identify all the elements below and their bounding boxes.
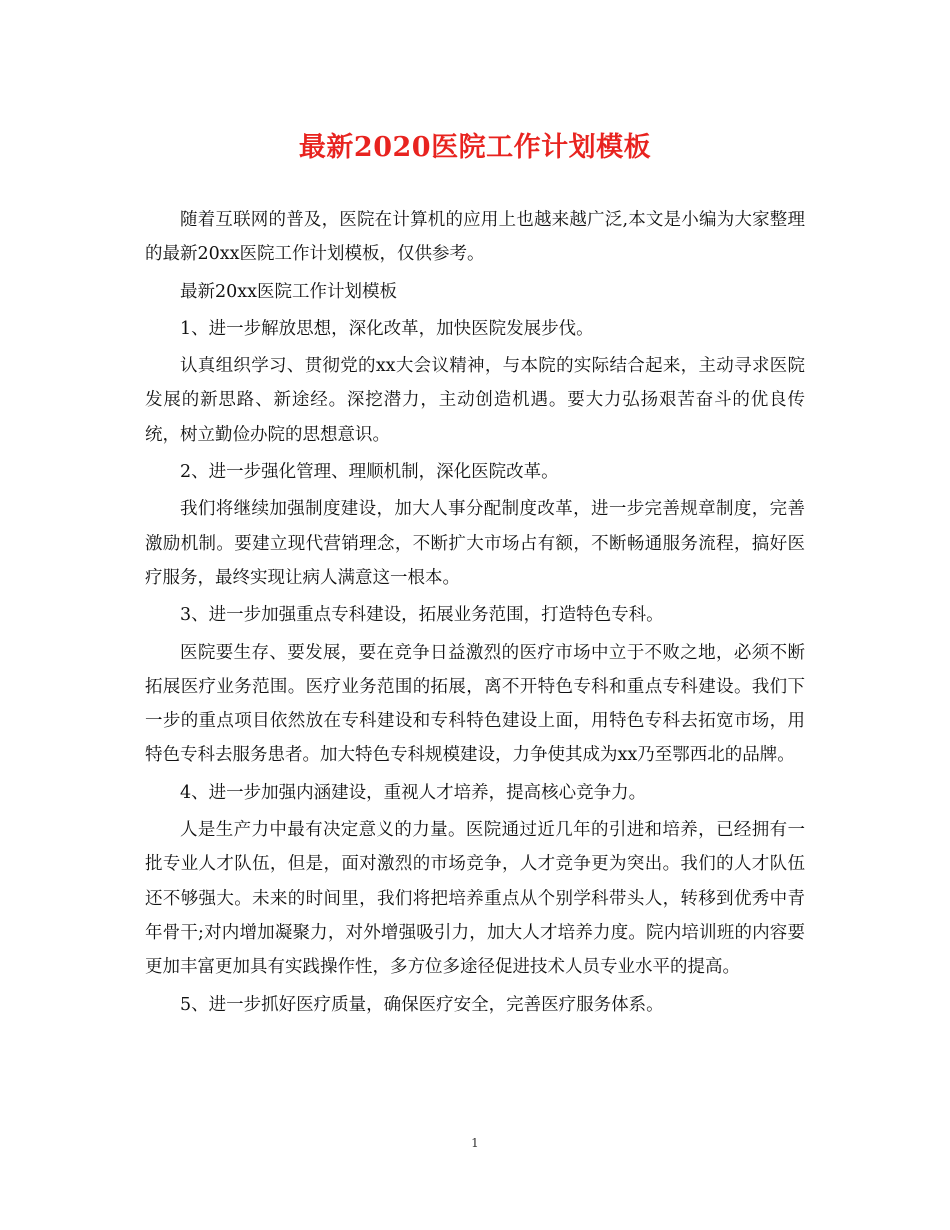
page-number: 1: [471, 1136, 479, 1150]
paragraph-heading-1: 1、进一步解放思想，深化改革，加快医院发展步伐。: [180, 318, 594, 339]
paragraph-body-2: 我们将继续加强制度建设，加大人事分配制度改革，进一步完善规章制度，完善激励机制。要建立现代营销理念，不断扩大市场占有额，不断畅通服务流程，搞好医疗服务，最终实现让病人满意这一根本。: [145, 499, 805, 588]
paragraph-intro: 随着互联网的普及，医院在计算机的应用上也越来越广泛,本文是小编为大家整理的最新20xx医院工作计划模板，仅供参考。: [145, 210, 805, 265]
paragraph-heading-5: 5、进一步抓好医疗质量，确保医疗安全，完善医疗服务体系。: [180, 994, 664, 1015]
paragraph-heading-2: 2、进一步强化管理、理顺机制，深化医院改革。: [180, 462, 559, 483]
paragraph-body-4: 人是生产力中最有决定意义的力量。医院通过近几年的引进和培养，已经拥有一批专业人才队伍，但是，面对激烈的市场竞争，人才竞争更为突出。我们的人才队伍还不够强大。未来的时间里，我们将把培养重点从个别学科带头人，转移到优秀中青年骨干;对内增加凝聚力，对外增强吸引力，加大人才培养力度。院内培训班的内容要更加丰富更加具有实践操作性，多方位多途径促进技术人员专业水平的提高。: [145, 820, 805, 978]
paragraph-heading-3: 3、进一步加强重点专科建设，拓展业务范围，打造特色专科。: [180, 605, 664, 626]
paragraph-heading-4: 4、进一步加强内涵建设，重视人才培养，提高核心竞争力。: [180, 782, 647, 803]
paragraph-body-1: 认真组织学习、贯彻党的xx大会议精神，与本院的实际结合起来，主动寻求医院发展的新思路、新途经。深挖潜力，主动创造机遇。要大力弘扬艰苦奋斗的优良传统，树立勤俭办院的思想意识。: [145, 356, 805, 445]
paragraph-body-3: 医院要生存、要发展，要在竞争日益激烈的医疗市场中立于不败之地，必须不断拓展医疗业务范围。医疗业务范围的拓展，离不开特色专科和重点专科建设。我们下一步的重点项目依然放在专科建设和专科特色建设上面，用特色专科去拓宽市场，用特色专科去服务患者。加大特色专科规模建设，力争使其成为xx乃至鄂西北的品牌。: [145, 642, 805, 766]
document-title: 最新2020医院工作计划模板: [298, 132, 652, 163]
document-body: [145, 203, 805, 1025]
paragraph-subtitle: 最新20xx医院工作计划模板: [180, 281, 398, 302]
